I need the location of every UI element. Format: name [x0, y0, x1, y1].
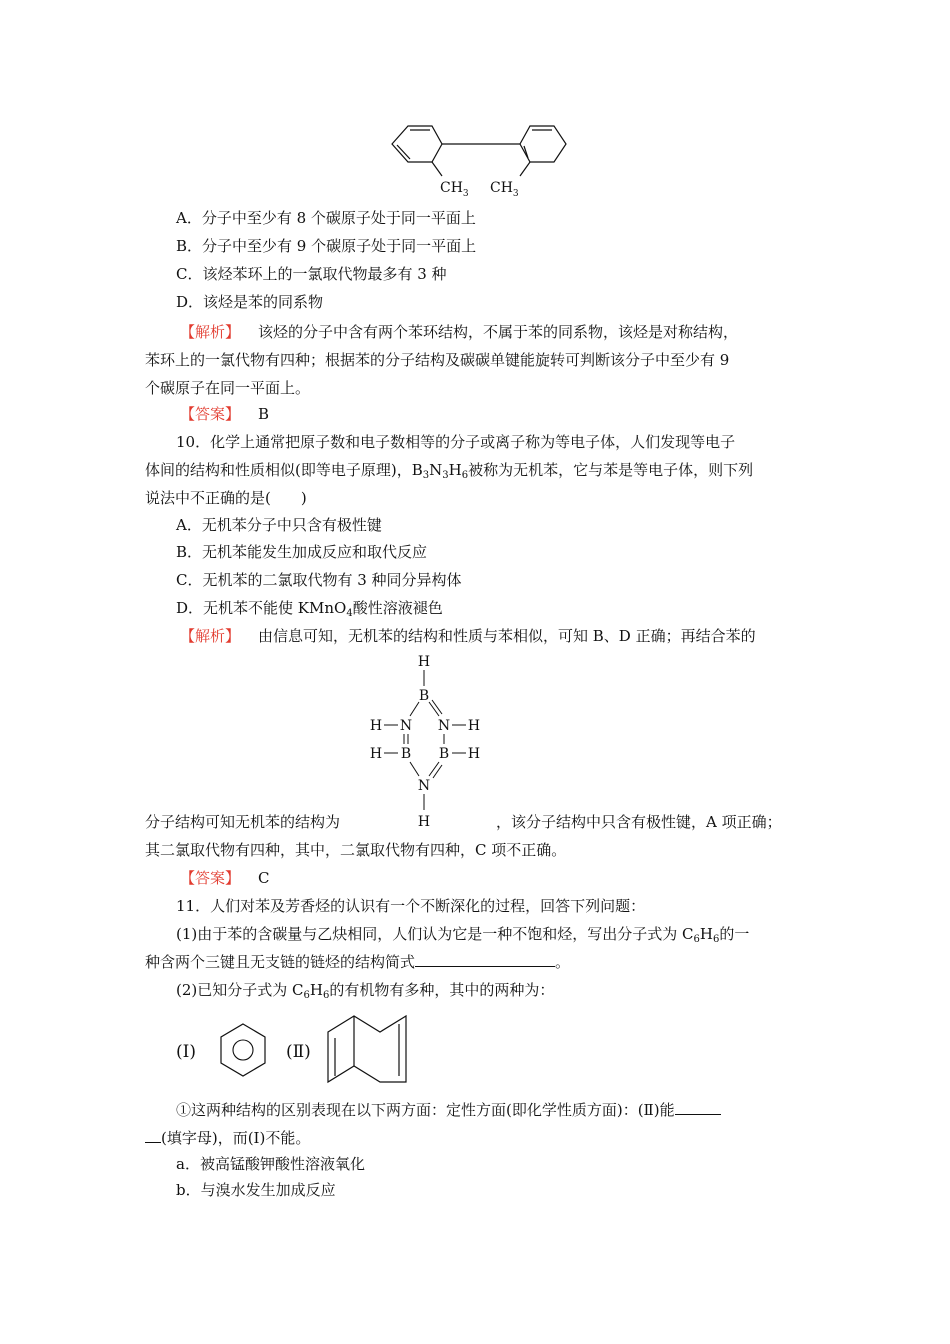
answer-tag: 【答案】 — [180, 405, 241, 423]
q10-stem-line2: 体间的结构和性质相似(即等电子原理)，$B_3N_3H_6$被称为无机苯，它与苯是等电子体，则下列 — [145, 461, 754, 481]
ch3-left: CH — [440, 180, 463, 196]
answer-tag: 【答案】 — [180, 869, 241, 887]
q9-analysis-line2: 苯环上的一氯代物有四种；根据苯的分子结构及碳碳单键能旋转可判断该分子中至少有 9 — [145, 351, 730, 369]
q11-part1-line1: (1)由于苯的含碳量与乙炔相同，人们认为它是一种不饱和烃，写出分子式为 $C_6H_6$的一 — [176, 925, 750, 945]
q9-option-a: A．分子中至少有 8 个碳原子处于同一平面上 — [176, 209, 476, 227]
svg-text:H: H — [467, 746, 481, 762]
q9-option-d: D．该烃是苯的同系物 — [176, 293, 324, 311]
structure-label-I: (Ⅰ) — [176, 1042, 196, 1062]
svg-text:H: H — [369, 718, 383, 734]
q9-analysis-line1: 【解析】 该烃的分子中含有两个苯环结构，不属于苯的同系物，该烃是对称结构， — [180, 323, 739, 341]
q10-analysis-line2a: 分子结构可知无机苯的结构为 — [145, 813, 341, 831]
dewar-benzene-structure — [324, 1012, 410, 1088]
svg-text:B: B — [438, 746, 450, 762]
dimethylbiphenyl-structure — [380, 118, 580, 200]
answer-blank[interactable] — [415, 952, 555, 967]
q9-option-c: C．该烃苯环上的一氯取代物最多有 3 种 — [176, 265, 447, 283]
q11-sub1-line1: ①这两种结构的区别表现在以下两方面：定性方面(即化学性质方面)：(Ⅱ)能 — [176, 1100, 721, 1120]
svg-text:CH3: $CH_3$ — [440, 180, 469, 199]
answer-blank[interactable] — [145, 1128, 161, 1143]
q10-option-a: A．无机苯分子中只含有极性键 — [176, 516, 382, 534]
svg-text:B: B — [418, 688, 430, 704]
q9-analysis-line3: 个碳原子在同一平面上。 — [145, 379, 311, 397]
analysis-tag: 【解析】 — [180, 627, 241, 645]
ch3-right: CH — [490, 180, 513, 196]
svg-text:H: H — [467, 718, 481, 734]
q10-analysis-line3: 其二氯取代物有四种，其中，二氯取代物有四种，C 项不正确。 — [145, 841, 567, 859]
q10-answer: 【答案】 C — [180, 869, 270, 887]
q9-answer: 【答案】 B — [180, 405, 270, 423]
svg-text:N: N — [437, 718, 451, 734]
q9-option-b: B．分子中至少有 9 个碳原子处于同一平面上 — [176, 237, 477, 255]
svg-text:H: H — [369, 746, 383, 762]
answer-blank[interactable] — [675, 1100, 721, 1115]
borazine-structure — [364, 650, 494, 832]
q10-analysis-line1: 【解析】 由信息可知，无机苯的结构和性质与苯相似，可知 B、D 正确；再结合苯的 — [180, 627, 756, 645]
svg-text:H: H — [417, 814, 431, 830]
q10-option-b: B．无机苯能发生加成反应和取代反应 — [176, 543, 428, 561]
q11-part1-line2: 种含两个三键且无支链的链烃的结构简式 。 — [145, 953, 571, 971]
svg-text:B: B — [400, 746, 412, 762]
q11-option-b: b．与溴水发生加成反应 — [176, 1181, 336, 1199]
q11-stem: 11．人们对苯及芳香烃的认识有一个不断深化的过程，回答下列问题： — [176, 897, 646, 915]
q11-sub1-line2: (填字母)，而(Ⅰ)不能。 — [145, 1128, 310, 1148]
q10-option-c: C．无机苯的二氯取代物有 3 种同分异构体 — [176, 571, 462, 589]
q10-option-d: D．无机苯不能使 KMnO$_4$酸性溶液褪色 — [176, 599, 443, 619]
q10-stem-line1: 10．化学上通常把原子数和电子数相等的分子或离子称为等电子体，人们发现等电子 — [176, 433, 736, 451]
q11-part2: (2)已知分子式为 $C_6H_6$的有机物有多种，其中的两种为： — [176, 981, 555, 1001]
q10-stem-line3: 说法中不正确的是( ) — [145, 489, 307, 507]
svg-text:N: N — [399, 718, 413, 734]
svg-text:CH3: $CH_3$ — [490, 180, 519, 199]
svg-text:H: H — [417, 654, 431, 670]
q10-analysis-line2b: ，该分子结构中只含有极性键，A 项正确； — [496, 813, 782, 831]
analysis-tag: 【解析】 — [180, 323, 241, 341]
structure-label-II: (Ⅱ) — [286, 1042, 311, 1062]
benzene-ring-structure — [216, 1020, 270, 1080]
q11-option-a: a．被高锰酸钾酸性溶液氧化 — [176, 1155, 365, 1173]
svg-text:N: N — [417, 778, 431, 794]
